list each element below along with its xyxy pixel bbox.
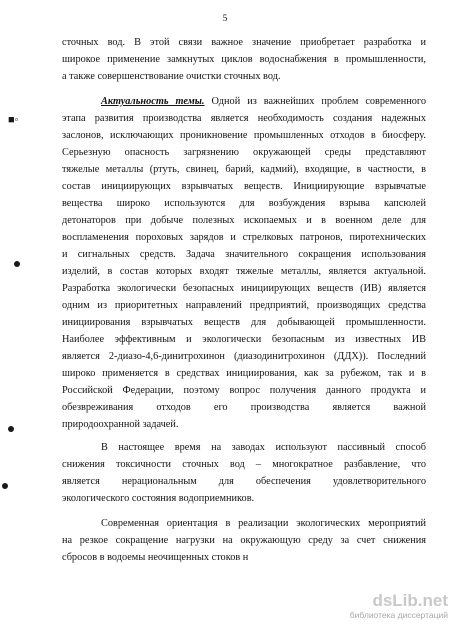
page-number: 5: [222, 14, 228, 24]
watermark-logo: dsLib.net: [372, 591, 448, 610]
text-line: и сигнальных средств. Задача значительного сокращения использования: [62, 249, 426, 260]
text-line: Разработка экологически безопасных инициирующих веществ (ИВ) является: [62, 283, 426, 294]
text-line: снижения токсичности сточных вод – многократное разбавление, что: [62, 459, 426, 470]
text-line: изделий, в состав которых входят тяжелые металлы, является актуальной.: [62, 266, 426, 277]
text-line: является нерациональным для обеспечения удовлетворительного: [62, 476, 426, 487]
watermark-subtitle: библиотека диссертаций: [349, 610, 448, 620]
hole-punch-icon: [14, 261, 20, 267]
text-line: Наиболее эффективным и экологически безопасным из известных ИВ: [62, 334, 426, 345]
text-line: детонаторов при добыче полезных ископаемых и в военном деле для: [62, 215, 426, 226]
text-run: Одной из важнейших проблем современного: [204, 96, 426, 107]
text-line: природоохранной задачей.: [62, 419, 179, 430]
text-line: заслонов, исключающих проникновение промышленных отходов в биосферу.: [62, 130, 426, 141]
hole-punch-icon: [8, 426, 14, 432]
text-line: на резкое сокращение нагрузки на окружающую среду за счет снижения: [62, 535, 426, 546]
text-line: сбросов в водоемы неочищенных стоков н: [62, 552, 249, 563]
text-line: вещества широко используются для возбуждения взрыва капсюлей: [62, 198, 426, 209]
watermark: [348, 592, 448, 620]
text-line: является 2-диазо-4,6-динитрохинон (диазодинитрохинон (ДДХ)). Последний: [62, 351, 426, 362]
text-line: одним из приоритетных направлений предприятий, производящих средства: [62, 300, 426, 311]
text-line: Российской Федерации, поэтому вопрос получения данного продукта и: [62, 385, 426, 396]
text-line: этапа развития производства является необходимость создания надежных: [62, 113, 426, 124]
text-line: широко применяется в средствах инициирования, как за рубежом, так и в: [62, 368, 426, 379]
text-line: тяжелые металлы (ртуть, свинец, барий, кадмий), входящие, в частности, в: [62, 164, 426, 175]
text-line: обезвреживания отходов его производства является важной: [62, 402, 426, 413]
margin-mark-icon: ■◦: [8, 114, 19, 126]
text-line: воспламенения пороховых зарядов и стрелковых патронов, пиротехнических: [62, 232, 426, 243]
section-heading: Актуальность темы.: [101, 96, 205, 107]
text-line: Современная ориентация в реализации экологических мероприятий: [101, 518, 426, 529]
text-line: Серьезную опасность загрязнению окружающей среды представляют: [62, 147, 426, 158]
paragraph-first-line: [101, 96, 426, 108]
text-line: сточных вод. В этой связи важное значение приобретает разработка и: [62, 37, 426, 48]
text-line: В настоящее время на заводах используют пассивный способ: [101, 442, 426, 453]
text-line: широкое применение замкнутых циклов водоснабжения в промышленности,: [62, 54, 426, 65]
text-line: состав инициирующих взрывчатых веществ. Инициирующие взрывчатые: [62, 181, 426, 192]
text-line: экологического состояния водоприемников.: [62, 493, 255, 504]
hole-punch-icon: [2, 483, 8, 489]
text-line: инициирования взрывчатых веществ для добывающей промышленности.: [62, 317, 426, 328]
text-line: а также совершенствование очистки сточных вод.: [62, 71, 281, 82]
